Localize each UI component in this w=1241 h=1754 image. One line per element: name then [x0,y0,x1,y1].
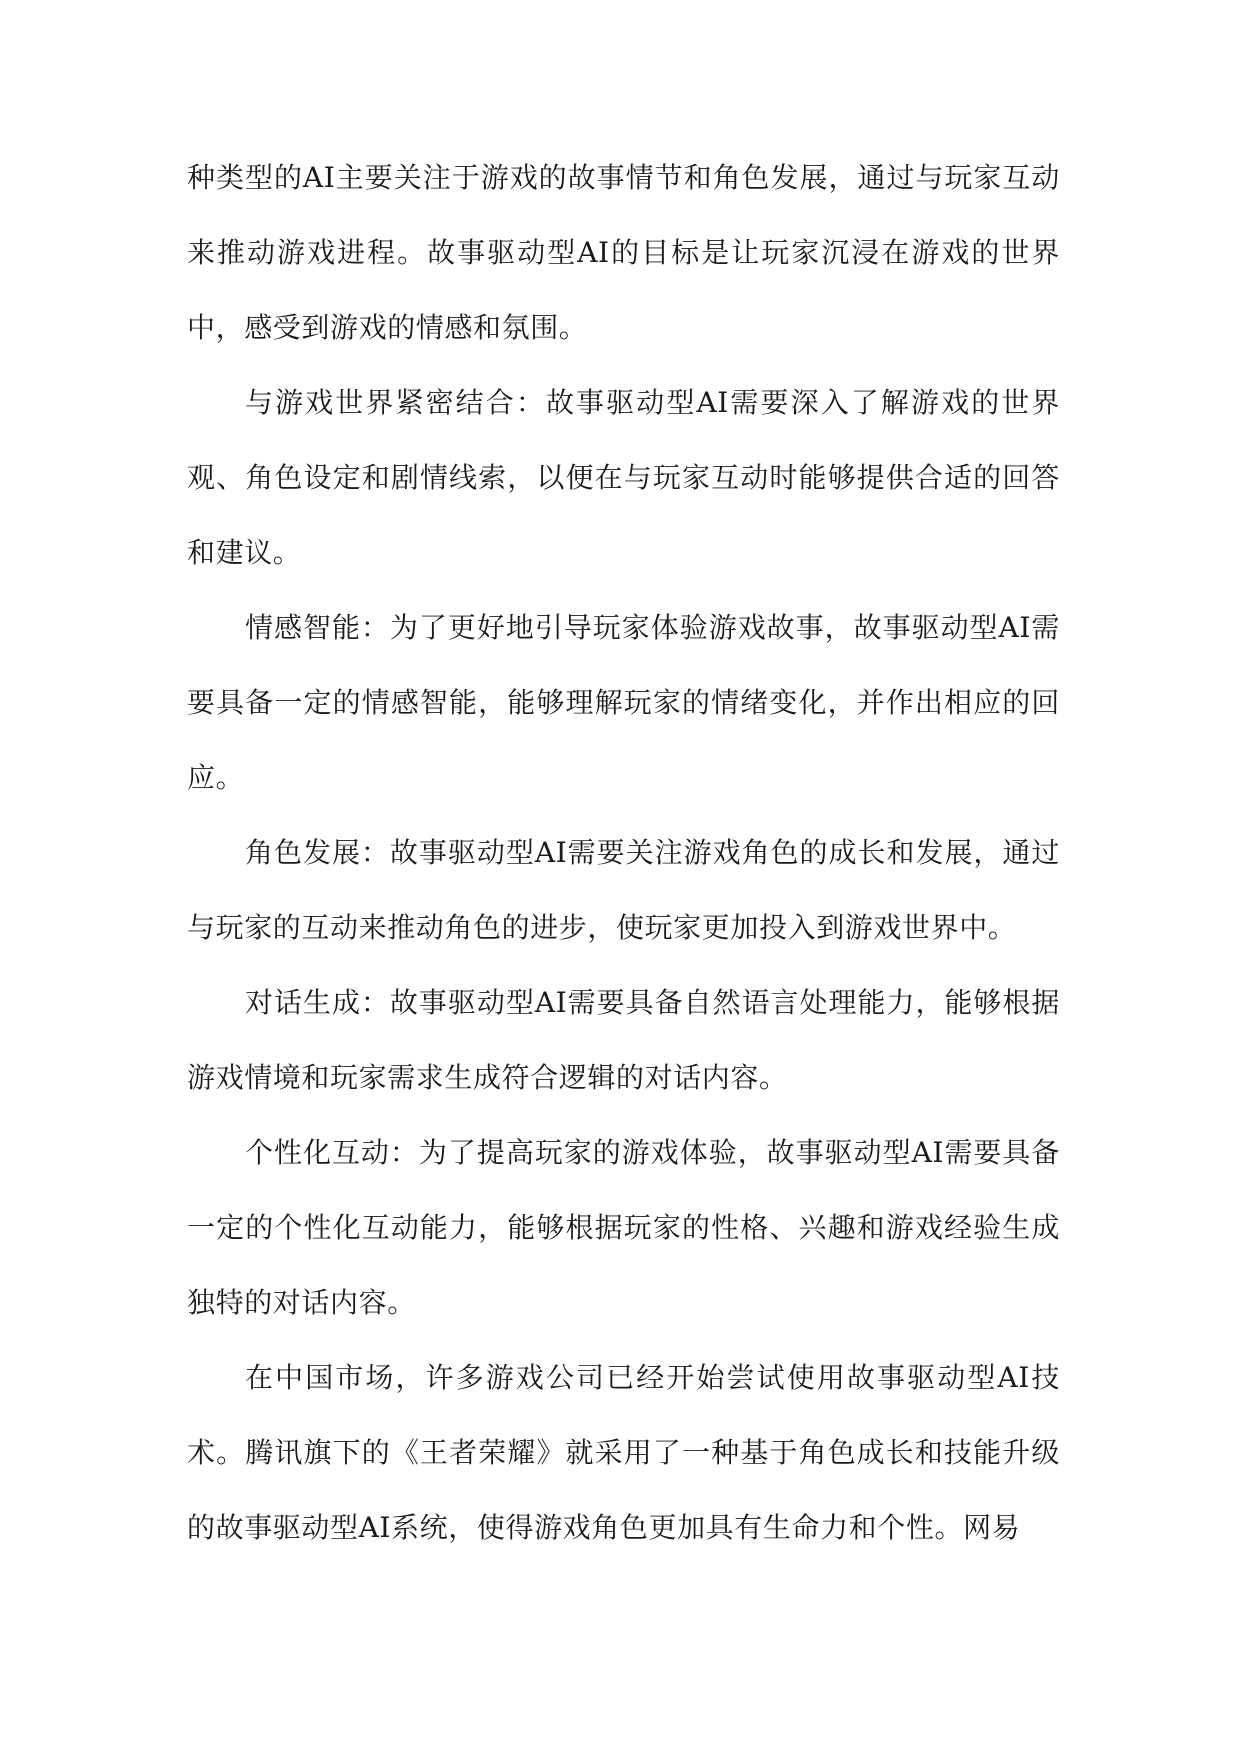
paragraph-personalized-interaction: 个性化互动：为了提高玩家的游戏体验，故事驱动型AI需要具备一定的个性化互动能力，能够根据玩家的性格、兴趣和游戏经验生成独特的对话内容。 [187,1136,1060,1319]
paragraph-intro-continuation: 种类型的AI主要关注于游戏的故事情节和角色发展，通过与玩家互动来推动游戏进程。故事驱动型AI的目标是让玩家沉浸在游戏的世界中，感受到游戏的情感和氛围。 [187,161,1060,344]
paragraph-emotional-intelligence: 情感智能：为了更好地引导玩家体验游戏故事，故事驱动型AI需要具备一定的情感智能，能够理解玩家的情绪变化，并作出相应的回应。 [187,611,1060,794]
paragraph-world-integration: 与游戏世界紧密结合：故事驱动型AI需要深入了解游戏的世界观、角色设定和剧情线索，以便在与玩家互动时能够提供合适的回答和建议。 [187,386,1060,569]
paragraph-dialogue-generation: 对话生成：故事驱动型AI需要具备自然语言处理能力，能够根据游戏情境和玩家需求生成符合逻辑的对话内容。 [187,986,1060,1094]
paragraph-character-development: 角色发展：故事驱动型AI需要关注游戏角色的成长和发展，通过与玩家的互动来推动角色的进步，使玩家更加投入到游戏世界中。 [187,836,1060,944]
document-body [187,140,1060,1565]
paragraph-china-market: 在中国市场，许多游戏公司已经开始尝试使用故事驱动型AI技术。腾讯旗下的《王者荣耀》就采用了一种基于角色成长和技能升级的故事驱动型AI系统，使得游戏角色更加具有生命力和个性。网易 [187,1361,1060,1544]
